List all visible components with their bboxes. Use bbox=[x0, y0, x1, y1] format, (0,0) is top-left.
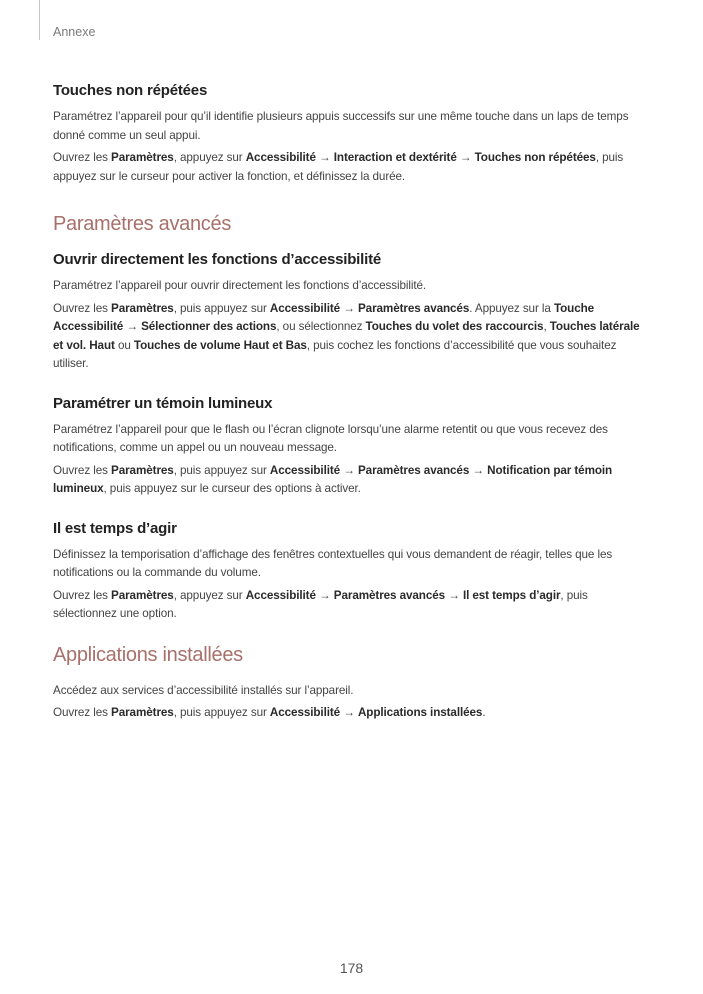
bold-term: Accessibilité bbox=[269, 706, 341, 719]
bold-term: Accessibilité bbox=[245, 151, 316, 164]
bold-term: Paramètres bbox=[111, 706, 174, 719]
text-run: Ouvrez les bbox=[53, 151, 112, 164]
paragraph-ouvrir-steps bbox=[53, 300, 647, 374]
bold-term: Paramètres bbox=[111, 588, 174, 602]
bold-term: Touches de volume Haut et Bas bbox=[133, 338, 307, 352]
text-run: → bbox=[445, 588, 463, 602]
text-run: Ouvrez les bbox=[53, 463, 112, 477]
text-run: → bbox=[123, 320, 142, 333]
bold-term: Touche Accessibilité bbox=[53, 301, 595, 333]
text-run: → bbox=[456, 151, 475, 164]
text-run: → bbox=[315, 151, 334, 164]
paragraph-ouvrir-desc: Paramétrez l’appareil pour ouvrir directement les fonctions d’accessibilité. bbox=[53, 279, 427, 292]
heading-ouvrir-directement: Ouvrir directement les fonctions d’accessibilité bbox=[53, 251, 382, 268]
text-run: , puis cochez les fonctions d’accessibilité que vous souhaitez utiliser. bbox=[53, 338, 617, 370]
bold-term: Notification par témoin lumineux bbox=[53, 463, 613, 495]
page-number: 178 bbox=[339, 960, 364, 976]
text-run: , ou sélectionnez bbox=[276, 320, 366, 333]
text-run: → bbox=[469, 463, 488, 477]
text-run: , puis sélectionnez une option. bbox=[53, 588, 588, 620]
paragraph-touches-steps bbox=[53, 149, 647, 186]
paragraph-temoin-desc: Paramétrez l’appareil pour que le flash ou l’écran clignote lorsqu’une alarme retentit ou que vous recevez des notifications, comme un appel ou un nouveau message. bbox=[53, 422, 608, 454]
bold-term: Paramètres avancés bbox=[333, 588, 446, 602]
bold-term: Accessibilité bbox=[269, 301, 341, 315]
bold-term: Accessibilité bbox=[269, 463, 341, 477]
bold-term: Paramètres bbox=[111, 151, 174, 164]
bold-term: Touches du volet des raccourcis bbox=[365, 320, 544, 333]
text-run: , puis appuyez sur bbox=[173, 301, 270, 315]
text-run: , appuyez sur bbox=[173, 588, 246, 602]
paragraph-temoin-steps bbox=[53, 462, 647, 499]
text-run: Ouvrez les bbox=[53, 588, 112, 602]
bold-term: Paramètres avancés bbox=[357, 463, 470, 477]
text-run: . Appuyez sur la bbox=[469, 301, 554, 315]
bold-term: Touches non répétées bbox=[474, 151, 596, 164]
text-run: → bbox=[340, 706, 358, 719]
text-run: → bbox=[315, 588, 334, 602]
paragraph-agir-steps bbox=[53, 587, 647, 624]
text-run: ou bbox=[114, 338, 134, 352]
bold-term: Accessibilité bbox=[245, 588, 316, 602]
text-run: → bbox=[340, 463, 358, 477]
paragraph-agir-desc: Définissez la temporisation d’affichage des fenêtres contextuelles qui vous demandent de réagir, telles que les notifications ou la commande du volume. bbox=[53, 547, 613, 579]
paragraph-apps-steps bbox=[53, 704, 647, 723]
bold-term: Paramètres bbox=[111, 301, 174, 315]
section-header: Annexe bbox=[53, 25, 96, 39]
text-run: → bbox=[340, 301, 358, 315]
text-run: , puis appuyez sur bbox=[173, 706, 270, 719]
text-run: . bbox=[482, 706, 486, 719]
heading-parametres-avances: Paramètres avancés bbox=[53, 213, 232, 235]
bold-term: Sélectionner des actions bbox=[141, 320, 277, 333]
bold-term: Applications installées bbox=[357, 706, 483, 719]
bold-term: Touches latérale et vol. Haut bbox=[53, 320, 640, 352]
heading-temoin-lumineux: Paramétrer un témoin lumineux bbox=[53, 394, 273, 412]
heading-temps-agir: Il est temps d’agir bbox=[53, 519, 177, 537]
text-run: , puis appuyez sur le curseur pour activer la fonction, et définissez la durée. bbox=[53, 151, 624, 183]
text-run: , puis appuyez sur le curseur des options à activer. bbox=[103, 482, 361, 495]
text-run: , appuyez sur bbox=[173, 151, 246, 164]
text-run: Ouvrez les bbox=[53, 706, 112, 719]
paragraph-apps-desc: Accédez aux services d’accessibilité installés sur l’appareil. bbox=[53, 683, 354, 697]
page-content bbox=[53, 82, 647, 727]
bold-term: Il est temps d’agir bbox=[462, 588, 561, 602]
bold-term: Paramètres avancés bbox=[357, 301, 470, 315]
text-run: Ouvrez les bbox=[53, 301, 112, 315]
paragraph-touches-desc: Paramétrez l’appareil pour qu’il identifie plusieurs appuis successifs sur une même touche dans un laps de temps donné comme un seul appui. bbox=[53, 110, 629, 142]
heading-applications-installees: Applications installées bbox=[53, 643, 243, 666]
bold-term: Paramètres bbox=[111, 463, 174, 477]
text-run: , bbox=[543, 320, 550, 333]
text-run: , puis appuyez sur bbox=[173, 463, 270, 477]
heading-touches-non-repetees: Touches non répétées bbox=[53, 82, 208, 99]
header-rule bbox=[39, 0, 40, 40]
bold-term: Interaction et dextérité bbox=[333, 151, 457, 164]
